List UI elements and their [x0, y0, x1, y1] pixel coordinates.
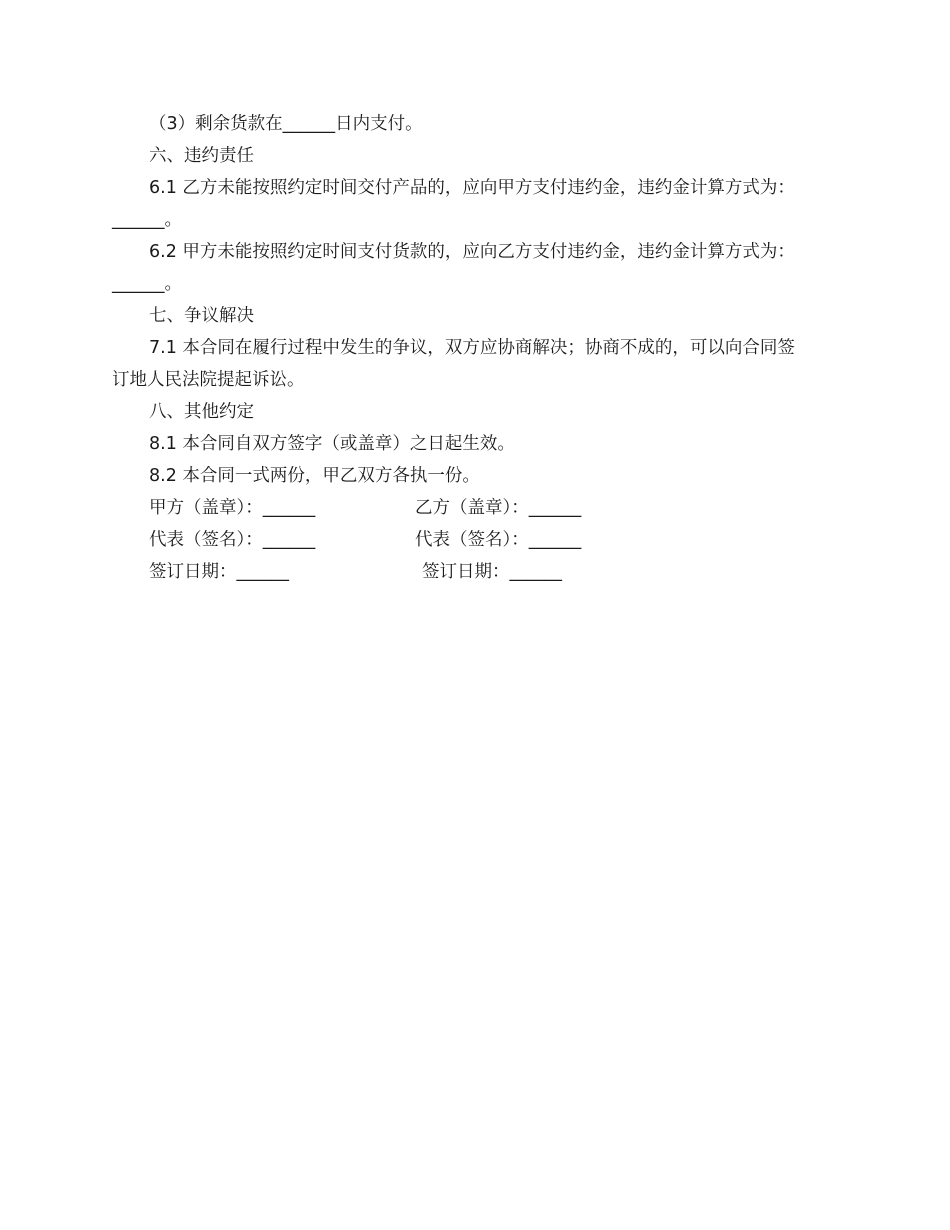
- clause-7-1-continued: 订地人民法院提起诉讼。: [112, 370, 305, 390]
- clause-8-1: 8.1 本合同自双方签字（或盖章）之日起生效。: [149, 434, 515, 454]
- clause-7-1: 7.1 本合同在履行过程中发生的争议，双方应协商解决；协商不成的，可以向合同签: [149, 338, 795, 358]
- party-b-sign-date: 签订日期：______: [422, 562, 562, 582]
- clause-6-2: 6.2 甲方未能按照约定时间支付货款的，应向乙方支付违约金，违约金计算方式为：: [149, 242, 795, 262]
- party-a-seal: 甲方（盖章）：______: [149, 498, 316, 518]
- section-heading-dispute: 七、争议解决: [149, 306, 254, 326]
- party-a-representative: 代表（签名）：______: [149, 530, 316, 550]
- party-b-seal: 乙方（盖章）：______: [415, 498, 582, 518]
- party-b-representative: 代表（签名）：______: [415, 530, 582, 550]
- section-heading-breach: 六、违约责任: [149, 146, 254, 166]
- party-a-sign-date: 签订日期：______: [149, 562, 289, 582]
- clause-6-1: 6.1 乙方未能按照约定时间交付产品的，应向甲方支付违约金，违约金计算方式为：: [149, 178, 795, 198]
- payment-term-line: （3）剩余货款在______日内支付。: [149, 114, 423, 134]
- clause-6-1-blank: ______。: [112, 210, 182, 230]
- section-heading-other: 八、其他约定: [149, 402, 254, 422]
- clause-8-2: 8.2 本合同一式两份，甲乙双方各执一份。: [149, 466, 480, 486]
- clause-6-2-blank: ______。: [112, 274, 182, 294]
